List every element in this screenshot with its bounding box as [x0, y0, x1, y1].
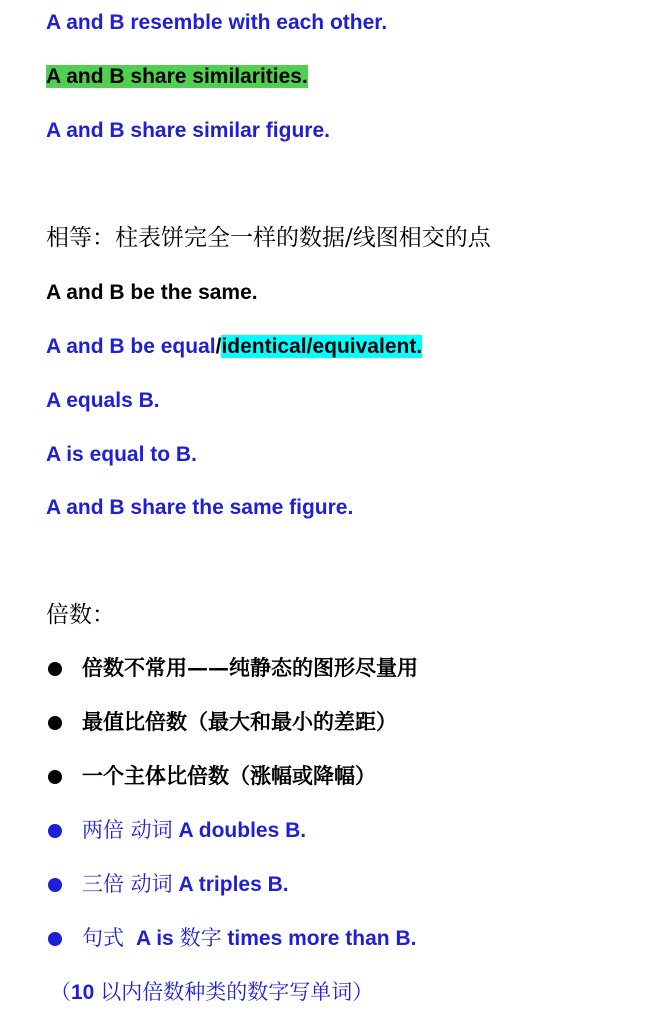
equal-line-4: A is equal to B.	[46, 443, 197, 466]
bullet-zh: 两倍 动词	[82, 818, 173, 842]
bullet-dot-icon	[48, 932, 62, 946]
bullet-en: A doubles B.	[178, 819, 307, 842]
equal-line-2	[46, 333, 422, 361]
similar-line-3: A and B share similar figure.	[46, 119, 330, 142]
bullet-text	[82, 870, 289, 899]
bullet-dot-icon	[48, 878, 62, 892]
bullet-dot-icon	[48, 770, 62, 784]
footnote-number: 10	[71, 981, 95, 1004]
bullet-en-a: A is	[136, 927, 174, 950]
footnote	[50, 978, 373, 1007]
equal-line-3: A equals B.	[46, 389, 160, 412]
footnote-open: （	[50, 980, 71, 1004]
footnote-text: 以内倍数种类的数字写单词）	[100, 980, 374, 1004]
bullet-text	[82, 924, 416, 953]
equal-line-2-highlight: identical/equivalent.	[221, 335, 423, 358]
bullet-dot-icon	[48, 662, 62, 676]
equal-heading: 相等：柱表饼完全一样的数据/线图相交的点	[46, 225, 491, 251]
bullet-text: 倍数不常用——纯静态的图形尽量用	[82, 655, 418, 680]
bullet-en: A triples B.	[178, 873, 289, 896]
equal-line-2-prefix: A and B be equal	[46, 335, 216, 358]
bullet-dot-icon	[48, 716, 62, 730]
similar-line-2	[46, 63, 308, 91]
bullet-zh-2: 数字	[179, 926, 222, 950]
equal-line-1: A and B be the same.	[46, 281, 258, 304]
bullet-text: 一个主体比倍数（涨幅或降幅）	[82, 763, 376, 788]
bullet-text	[82, 816, 306, 845]
bullet-text: 最值比倍数（最大和最小的差距）	[82, 709, 397, 734]
similar-line-1: A and B resemble with each other.	[46, 11, 388, 34]
similar-line-2-highlight: A and B share similarities.	[46, 65, 308, 88]
multiple-heading: 倍数：	[46, 602, 115, 628]
equal-line-5: A and B share the same figure.	[46, 496, 354, 519]
equal-line-2-slash: /	[215, 335, 222, 358]
bullet-en-b: times more than B.	[227, 927, 417, 950]
bullet-zh: 三倍 动词	[82, 872, 173, 896]
bullet-dot-icon	[48, 824, 62, 838]
bullet-zh: 句式	[82, 926, 124, 950]
